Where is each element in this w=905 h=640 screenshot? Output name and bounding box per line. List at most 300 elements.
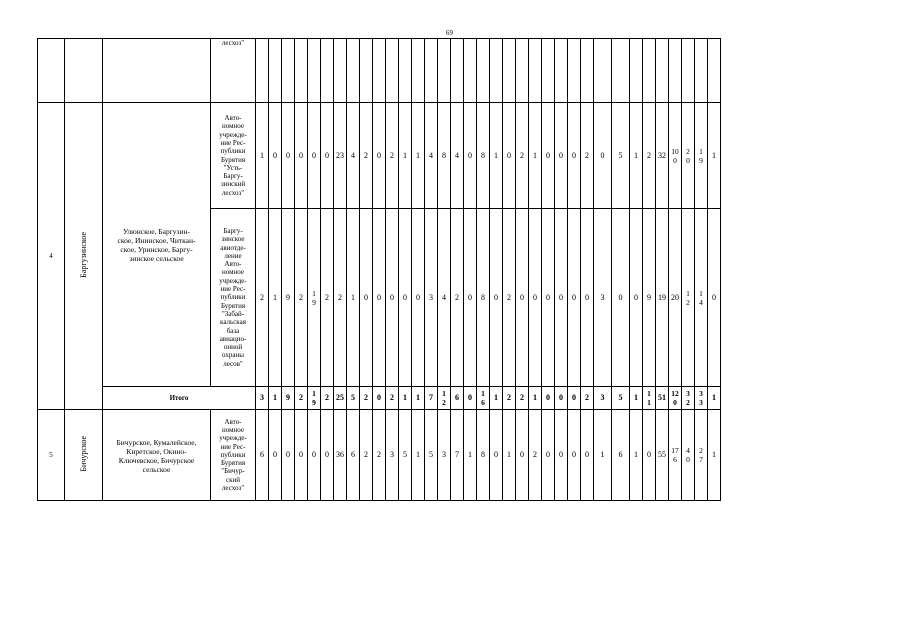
value-cell [438, 39, 451, 103]
value-text: 1 [468, 450, 472, 459]
value-cell [334, 387, 347, 410]
value-text: 1 [712, 450, 716, 459]
organization-name-line: публики [220, 450, 246, 459]
value-text: 1 6 [481, 389, 485, 407]
organization-name-line: Авто- [224, 114, 242, 123]
value-cell [321, 387, 334, 410]
value-text: 2 [325, 393, 329, 402]
value-text: 0 [559, 393, 563, 402]
organization-cell [211, 410, 256, 501]
value-cell [308, 209, 321, 387]
value-cell [708, 410, 721, 501]
value-text: 0 [572, 292, 576, 302]
value-cell [334, 103, 347, 209]
value-cell [594, 410, 612, 501]
value-cell [490, 387, 503, 410]
value-text: 0 [312, 450, 316, 459]
value-text: 2 0 [686, 146, 690, 165]
value-text: 1 [273, 393, 277, 402]
value-cell [464, 387, 477, 410]
value-cell [308, 387, 321, 410]
value-cell [594, 209, 612, 387]
value-text: 19 [658, 292, 666, 302]
organization-name-line: учрежде- [219, 130, 247, 139]
value-cell [555, 103, 568, 209]
settlements-list [103, 103, 211, 387]
value-cell [669, 39, 682, 103]
value-text: 55 [658, 450, 666, 459]
organization-name-line: лесхоз" [221, 39, 245, 47]
value-text: 0 [712, 292, 716, 302]
data-table-frame [37, 38, 721, 501]
value-text: 0 [494, 450, 498, 459]
value-cell [256, 387, 269, 410]
group-number-text: 4 [49, 252, 53, 260]
value-cell [282, 39, 295, 103]
number-cell [38, 39, 65, 103]
organization-name-line: Баргу- [223, 226, 243, 235]
value-cell [412, 103, 425, 209]
value-cell [464, 209, 477, 387]
value-text: 1 4 [699, 288, 703, 307]
value-cell [477, 103, 490, 209]
value-text: 5 [351, 393, 355, 402]
value-cell [399, 387, 412, 410]
value-cell [256, 410, 269, 501]
value-cell [451, 209, 464, 387]
value-cell [347, 39, 360, 103]
value-cell [347, 410, 360, 501]
value-text: 1 [416, 450, 420, 459]
value-cell [594, 103, 612, 209]
settlements-text-line: сельское [142, 465, 171, 474]
value-text: 0 [403, 292, 407, 302]
value-cell [295, 387, 308, 410]
organization-cell [211, 103, 256, 209]
value-cell [321, 103, 334, 209]
organization-cell [211, 209, 256, 387]
organization-name-line: Авто- [224, 417, 242, 426]
value-cell [695, 387, 708, 410]
value-text: 2 [585, 393, 589, 402]
value-cell [477, 410, 490, 501]
value-cell [438, 209, 451, 387]
value-cell [656, 103, 669, 209]
organization-cell [211, 39, 256, 103]
value-text: 2 [260, 292, 264, 302]
value-cell [412, 410, 425, 501]
value-cell [334, 410, 347, 501]
organization-name-line: ский [226, 475, 240, 484]
value-cell [708, 39, 721, 103]
value-text: 0 [520, 450, 524, 459]
value-cell [295, 103, 308, 209]
value-cell [477, 209, 490, 387]
value-text: 4 [455, 150, 459, 160]
value-text: 0 [468, 393, 472, 402]
value-text: 2 7 [699, 446, 703, 464]
value-cell [516, 103, 529, 209]
value-cell [477, 39, 490, 103]
value-cell [269, 387, 282, 410]
value-text: 2 [507, 292, 511, 302]
organization-name-line: зинское [221, 235, 245, 244]
value-cell [555, 39, 568, 103]
value-text: 1 [533, 393, 537, 402]
value-cell [386, 410, 399, 501]
value-cell [269, 39, 282, 103]
value-cell [399, 209, 412, 387]
organization-name-line: ние Рес- [220, 285, 246, 294]
organization-name-line: лесхоз" [221, 484, 245, 493]
value-cell [477, 387, 490, 410]
value-cell [425, 387, 438, 410]
value-cell [347, 103, 360, 209]
value-text: 0 [572, 150, 576, 160]
value-text: 7 [455, 450, 459, 459]
value-cell [334, 39, 347, 103]
value-cell [282, 410, 295, 501]
value-cell [321, 209, 334, 387]
value-cell [630, 410, 643, 501]
value-cell [555, 209, 568, 387]
settlements-text-line: зинское сельское [129, 253, 184, 263]
value-text: 2 [390, 393, 394, 402]
value-cell [321, 39, 334, 103]
value-text: 1 [403, 150, 407, 160]
value-text: 0 [533, 292, 537, 302]
value-text: 4 [442, 292, 446, 302]
organization-name-line: кальская [220, 318, 246, 327]
value-cell [321, 410, 334, 501]
value-cell [282, 209, 295, 387]
value-cell [695, 410, 708, 501]
value-cell [269, 103, 282, 209]
value-cell [386, 387, 399, 410]
value-cell [695, 209, 708, 387]
value-cell [568, 103, 581, 209]
district-name [65, 410, 103, 501]
value-cell [581, 387, 594, 410]
value-cell [360, 410, 373, 501]
settlements-list [103, 410, 211, 501]
value-text: 2 [507, 393, 511, 402]
value-text: 36 [336, 450, 344, 459]
value-text: 1 9 [699, 146, 703, 165]
value-text: 0 [494, 292, 498, 302]
value-text: 3 3 [699, 389, 703, 407]
value-text: 1 [416, 393, 420, 402]
value-cell [568, 410, 581, 501]
value-cell [643, 103, 656, 209]
organization-name-line: Баргу- [223, 172, 243, 181]
value-text: 1 9 [312, 389, 316, 407]
value-text: 0 [273, 450, 277, 459]
value-cell [594, 387, 612, 410]
value-text: 3 [390, 450, 394, 459]
organization-name [211, 418, 255, 493]
value-text: 2 [364, 393, 368, 402]
value-cell [669, 103, 682, 209]
value-cell [630, 209, 643, 387]
value-cell [269, 410, 282, 501]
value-text: 1 [416, 150, 420, 160]
value-cell [295, 39, 308, 103]
value-text: 0 [546, 393, 550, 402]
organization-name-line: ление [224, 251, 242, 260]
organization-name-line: Бурятия [220, 155, 246, 164]
settlements-text-line: Ключевское, Бичурское [118, 456, 195, 465]
value-text: 0 [377, 150, 381, 160]
organization-name-line: публики [220, 293, 246, 302]
value-text: 4 [351, 150, 355, 160]
value-text: 2 [377, 450, 381, 459]
value-cell [542, 209, 555, 387]
value-cell [503, 39, 516, 103]
organization-name-line: онной [223, 343, 243, 352]
value-text: 2 [455, 292, 459, 302]
value-cell [695, 39, 708, 103]
value-cell [490, 209, 503, 387]
value-text: 9 [647, 292, 651, 302]
organization-name-line: зинский [220, 180, 246, 189]
value-text: 1 [351, 292, 355, 302]
value-text: 1 [494, 150, 498, 160]
value-cell [451, 39, 464, 103]
value-text: 0 [520, 292, 524, 302]
value-cell [373, 103, 386, 209]
value-cell [425, 39, 438, 103]
value-cell [464, 103, 477, 209]
organization-name [211, 114, 255, 197]
settlements-text-line: Улюнское, Баргузин- [122, 226, 191, 236]
value-text: 0 [286, 150, 290, 160]
value-cell [451, 387, 464, 410]
value-text: 51 [658, 393, 666, 402]
value-cell [412, 209, 425, 387]
value-cell [256, 209, 269, 387]
table-row [38, 103, 721, 209]
value-cell [612, 410, 630, 501]
value-text: 0 [299, 450, 303, 459]
organization-name-line: публики [220, 147, 246, 156]
value-text: 0 [600, 150, 605, 160]
value-text: 2 [390, 150, 394, 160]
value-cell [643, 410, 656, 501]
group-number-text: 5 [49, 451, 53, 459]
value-cell [708, 387, 721, 410]
value-text: 1 9 [312, 288, 316, 307]
value-text: 2 [299, 292, 303, 302]
value-cell [682, 209, 695, 387]
value-text: 2 [364, 150, 368, 160]
value-cell [568, 209, 581, 387]
organization-name [211, 39, 255, 47]
value-cell [386, 209, 399, 387]
settlements-text [103, 227, 210, 263]
value-cell [682, 410, 695, 501]
table-row [38, 410, 721, 501]
value-cell [581, 209, 594, 387]
value-cell [555, 410, 568, 501]
value-text: 1 [712, 393, 716, 402]
value-cell [682, 103, 695, 209]
value-text: 0 [468, 150, 472, 160]
value-text: 2 [520, 393, 524, 402]
value-cell [256, 103, 269, 209]
value-cell [529, 209, 542, 387]
value-text: 4 0 [686, 446, 690, 464]
value-text: 0 [634, 292, 638, 302]
value-text: 0 [559, 292, 563, 302]
value-text: 8 [481, 150, 485, 160]
value-text: 1 [634, 150, 638, 160]
value-text: 8 [442, 150, 446, 160]
value-text: 0 [507, 150, 511, 160]
value-text: 0 [546, 150, 550, 160]
value-text: 5 [403, 450, 407, 459]
value-cell [594, 39, 612, 103]
value-cell [308, 39, 321, 103]
settlements-text-line: Бичурское, Кумалейское, [116, 438, 197, 447]
table-row [38, 387, 721, 410]
value-text: 0 [585, 450, 589, 459]
value-text: 1 [634, 450, 638, 459]
value-text: 25 [336, 393, 344, 402]
value-cell [612, 387, 630, 410]
value-cell [542, 39, 555, 103]
value-cell [347, 387, 360, 410]
organization-name-line: охраны [222, 351, 244, 360]
value-cell [581, 103, 594, 209]
value-text: 0 [647, 450, 651, 459]
total-label-text: Итого [169, 394, 189, 402]
value-cell [490, 103, 503, 209]
value-cell [503, 410, 516, 501]
value-cell [295, 410, 308, 501]
value-cell [612, 209, 630, 387]
data-table [37, 38, 721, 501]
value-cell [516, 39, 529, 103]
value-cell [682, 387, 695, 410]
value-text: 0 [390, 292, 394, 302]
value-cell [708, 103, 721, 209]
value-cell [656, 209, 669, 387]
value-text: 6 [618, 450, 623, 459]
value-text: 0 [468, 292, 472, 302]
value-text: 3 2 [686, 389, 690, 407]
value-cell [347, 209, 360, 387]
value-text: 0 [416, 292, 420, 302]
value-cell [630, 39, 643, 103]
value-text: 0 [286, 450, 290, 459]
value-cell [643, 39, 656, 103]
value-text: 12 0 [671, 389, 679, 407]
district-cell [65, 39, 103, 103]
value-cell [630, 103, 643, 209]
value-cell [529, 410, 542, 501]
value-text: 0 [546, 292, 550, 302]
value-text: 23 [336, 150, 344, 160]
value-text: 2 [520, 150, 524, 160]
total-label [103, 387, 256, 410]
value-text: 3 [260, 393, 264, 402]
value-text: 17 6 [671, 446, 679, 464]
value-text: 0 [585, 292, 589, 302]
value-text: 10 0 [671, 146, 679, 165]
organization-name-line: номное [222, 268, 244, 277]
value-cell [503, 209, 516, 387]
value-cell [425, 103, 438, 209]
organization-name [211, 227, 255, 368]
value-cell [308, 103, 321, 209]
value-text: 0 [312, 150, 316, 160]
organization-name-line: база [226, 326, 240, 335]
organization-name-line: ние Рес- [220, 442, 246, 451]
group-number [38, 410, 65, 501]
organization-name-line: лесхоз" [221, 188, 245, 197]
value-text: 0 [559, 450, 563, 459]
value-cell [503, 387, 516, 410]
organization-name-line: Авто- [224, 260, 242, 269]
value-cell [399, 39, 412, 103]
value-text: 0 [299, 150, 303, 160]
value-text: 1 [273, 292, 277, 302]
value-cell [373, 209, 386, 387]
settlements-text-line: Киретское, Окино- [126, 447, 187, 456]
page-number: 69 [446, 29, 453, 37]
value-text: 4 [429, 150, 433, 160]
value-cell [542, 387, 555, 410]
value-cell [542, 103, 555, 209]
value-text: 2 [585, 150, 589, 160]
value-text: 1 [533, 150, 537, 160]
value-text: 2 [364, 450, 368, 459]
value-cell [630, 387, 643, 410]
value-cell [425, 410, 438, 501]
value-text: 0 [572, 450, 576, 459]
value-text: 0 [572, 393, 576, 402]
value-cell [656, 39, 669, 103]
value-text: 6 [351, 450, 355, 459]
value-cell [438, 387, 451, 410]
value-cell [490, 39, 503, 103]
value-text: 3 [429, 292, 433, 302]
value-cell [555, 387, 568, 410]
value-text: 1 [260, 150, 264, 160]
value-cell [612, 103, 630, 209]
value-text: 2 [299, 393, 303, 402]
organization-name-line: Бурятия [220, 301, 246, 310]
district-name-text: Баргузинское [78, 232, 88, 278]
value-cell [464, 39, 477, 103]
value-cell [568, 387, 581, 410]
value-cell [412, 387, 425, 410]
value-cell [438, 103, 451, 209]
value-cell [386, 39, 399, 103]
value-cell [643, 387, 656, 410]
value-text: 0 [273, 150, 277, 160]
value-cell [360, 387, 373, 410]
value-text: 2 [647, 150, 651, 160]
value-cell [669, 410, 682, 501]
organization-name-line: "Усть- [223, 163, 243, 172]
value-cell [516, 209, 529, 387]
value-cell [656, 410, 669, 501]
organization-name-line: Бурятия [220, 459, 246, 468]
value-cell [373, 39, 386, 103]
value-cell [308, 410, 321, 501]
